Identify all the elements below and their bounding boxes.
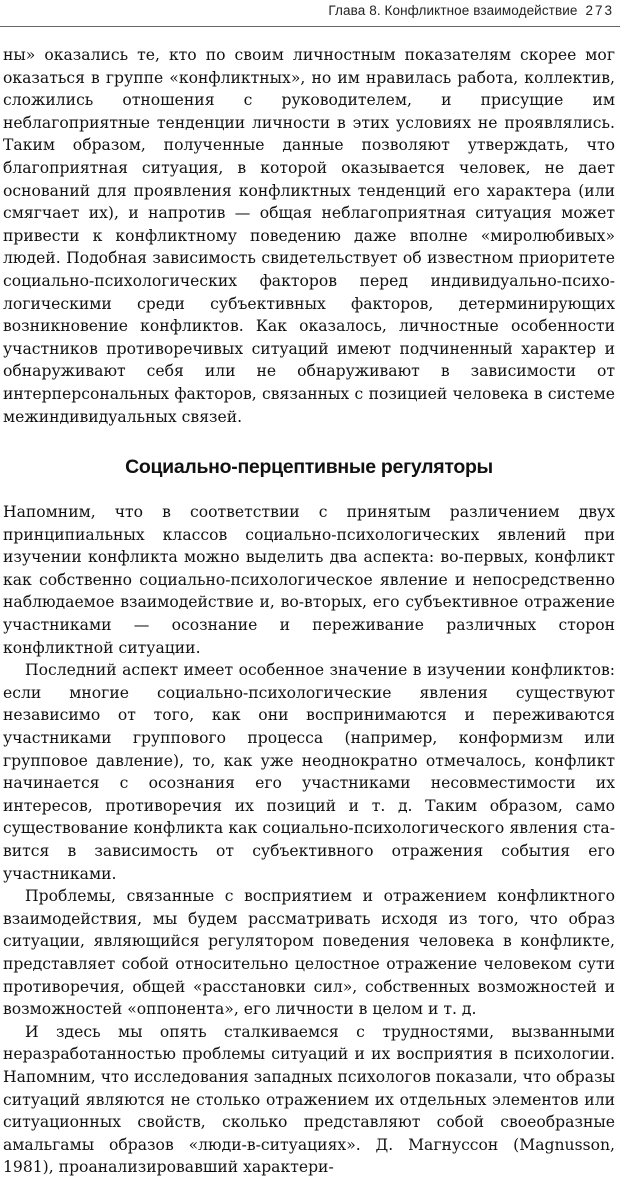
paragraph: Последний аспект имеет особенное значение в изучении конфликтов: если многие социально-психологические явления существуют независимо от того, как они воспринимаются и переживаются участниками группового процесса (например, конформизм или групповое давление), то, как уже неоднократно отмечалось, конфликт начинается с осознания его участниками несовместимости их интересов, противоречия их позиций и т. д. Таким образом, само существование конфликта как социально-психологического явления ставится в зависимость от субъективного отражения события его участниками. — [3, 661, 615, 883]
chapter-title: Глава 8. Конфликтное взаимодействие — [328, 3, 578, 18]
page-body — [3, 44, 615, 1179]
header-rule — [0, 26, 620, 27]
paragraph-intro: Напомним, что в соответствии с принятым различением двух принципиальных классов социально-психологических явлений при изучении конфликта можно выделить два аспекта: во-первых, конфликт как собственно социально-психологическое явление и непосредственно наблюдаемое взаимодействие и, во-вторых, его субъективное отражение участниками — осознание и переживание различных сторон конфликтной ситуации. — [3, 503, 615, 657]
page-number: 273 — [585, 3, 614, 18]
paragraph: И здесь мы опять сталкиваемся с трудностями, вызванными неразработанностью проблемы ситуаций и их восприятия в психологии. Напомним, что исследования западных психологов показали, что образы ситуаций являются не столько отражением их отдельных элементов или ситуационных свойств, сколько представляют собой своеобразные амальгамы образов «люди-в-ситуациях». Д. Магнуссон (Magnusson, 1981), проанализировавший характери- — [3, 1022, 615, 1177]
paragraph-continuation: ны» оказались те, кто по своим личностным показателям скорее мог оказаться в группе «конфликтных», но им нравилась работа, коллектив, сложились отношения с руководителем, и присущие им неблагоприятные тенденции личности в этих условиях не проявлялись. Таким образом, полученные данные позволяют утверждать, что благоприятная ситуация, в которой оказывается человек, не дает оснований для проявления конфликтных тенденций его характера (или смягчает их), и напротив — общая неблагоприятная ситуация может привести к конфликтному поведению даже вполне «миролюбивых» людей. Подобная зависимость свидетельствует об известном приоритете социально-психологических факторов перед индивидуально-психологическими среди субъективных факторов, детерминирующих возникновение конфликтов. Как оказалось, личностные особенности участников противоречивых ситуаций имеют подчиненный характер и обнаруживают себя или не обнаруживают в зависимости от интерперсональных факторов, связанных с позицией человека в системе межиндивидуальных связей. — [3, 46, 615, 426]
section-heading: Социально-перцептивные регуляторы — [125, 456, 493, 479]
running-head — [6, 3, 614, 18]
paragraph: Проблемы, связанные с восприятием и отражением конфликтного взаимодействия, мы будем рассматривать исходя из того, что образ ситуации, являющийся регулятором поведения человека в конфликте, представляет собой относительно целостное отражение человеком сути противоречия, общей «расстановки сил», собственных возможностей и возможностей «оппонента», его личности в целом и т. д. — [3, 887, 615, 1019]
